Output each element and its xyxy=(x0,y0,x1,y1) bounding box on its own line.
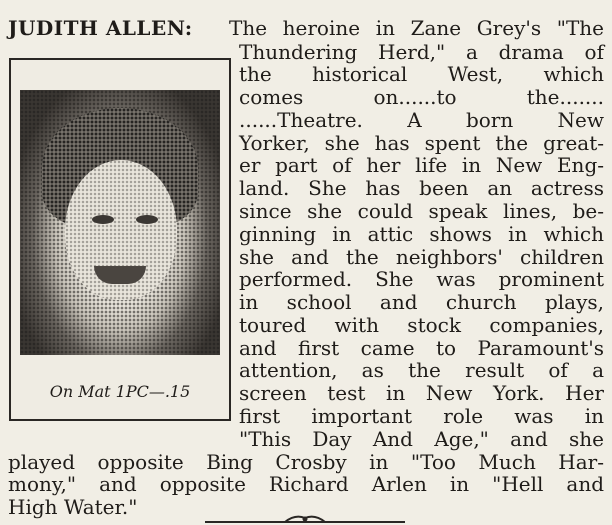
body-line: High Water." xyxy=(8,495,138,519)
portrait-eye-right xyxy=(136,215,158,224)
body-line: in school and church plays, xyxy=(239,290,604,314)
body-line: "This Day And Age," and she xyxy=(239,427,604,451)
photo-caption: On Mat 1PC—.15 xyxy=(49,382,191,401)
body-line: Yorker, she has spent the great- xyxy=(239,131,604,155)
body-line: played opposite Bing Crosby in "Too Much Har- xyxy=(8,450,604,474)
body-line: since she could speak lines, be- xyxy=(239,199,604,223)
body-line: land. She has been an actress xyxy=(239,176,604,200)
body-line: first important role was in xyxy=(239,404,604,428)
body-line: toured with stock companies, xyxy=(239,313,604,337)
body-line: and first came to Paramount's xyxy=(239,336,604,360)
body-line: The heroine in Zane Grey's "The xyxy=(229,16,604,40)
body-line: ginning in attic shows in which xyxy=(239,222,604,246)
body-line: performed. She was prominent xyxy=(239,267,604,291)
body-line: comes on......to the....... xyxy=(239,85,604,109)
body-line: the historical West, which xyxy=(239,62,604,86)
body-line: Thundering Herd," a drama of xyxy=(239,40,604,64)
photo-frame xyxy=(9,58,231,421)
body-line: she and the neighbors' children xyxy=(239,245,604,269)
body-line: mony," and opposite Richard Arlen in "Hell and xyxy=(8,472,604,496)
body-line: er part of her life in New Eng- xyxy=(239,153,604,177)
body-line: attention, as the result of a xyxy=(239,358,604,382)
actress-portrait xyxy=(20,90,220,355)
article-name: JUDITH ALLEN: xyxy=(8,16,193,40)
ornament-divider xyxy=(205,514,405,525)
portrait-eye-left xyxy=(92,215,114,224)
body-line: ......Theatre. A born New xyxy=(239,108,604,132)
body-line: screen test in New York. Her xyxy=(239,381,604,405)
